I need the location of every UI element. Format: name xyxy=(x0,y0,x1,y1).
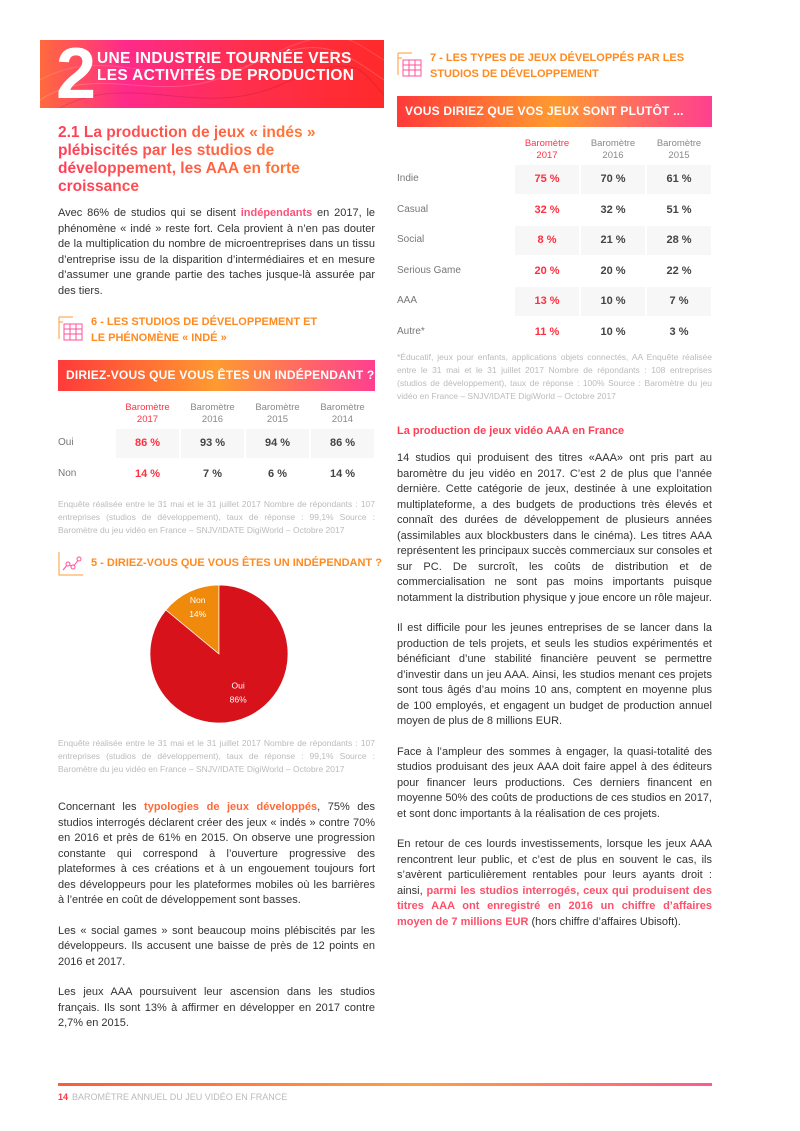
table-cell: 28 % xyxy=(647,226,711,255)
column-header xyxy=(181,402,244,426)
fig5-note: Enquête réalisée entre le 31 mai et le 31 juillet 2017 Nombre de répondants : 107 entreprises (studios de développement), taux de réponse : 99,1% Source : Baromètre du jeu vidéo en France – SNJV/IDATE DigiWorld – Octobre 2017 xyxy=(58,738,375,774)
chapter-title xyxy=(97,50,354,84)
text: en 2017, le phénomène « indé » reste fort. Cela provient à n’en pas douter de la multiplication du nombre de microentreprises dans un tissu d’entreprise issu de la disparition d’intermédiaires et en mesure d’assumer une grande partie des taches jusque-là assurée par des tiers. xyxy=(58,207,375,297)
chapter-banner xyxy=(40,40,384,108)
table-cell: 32 % xyxy=(534,203,560,216)
text: , 75% des studios interrogés déclarent créer des jeux « indés » contre 70% en 2016 et près de 61% en 2015. On observe une progression constante qui correspond à l’ouverture progressive des plateformes à ces créations et à un engouement toujours fort des développeurs pour les plateformes mobiles où les barrières à l’entrée en coût de développement sont basses. xyxy=(58,801,376,906)
fig7-question: VOUS DIRIEZ QUE VOS JEUX SONT PLUTÔT ... xyxy=(397,96,712,127)
table-cell: 86 % xyxy=(116,429,179,458)
pie-container xyxy=(58,579,375,729)
table-cell: 94 % xyxy=(246,429,309,458)
highlight: indépendants xyxy=(240,207,313,219)
page-footer xyxy=(58,1092,287,1102)
highlight: typologies de jeux développés xyxy=(144,801,318,813)
right-column xyxy=(397,50,712,930)
aaa-paragraph-2: Il est difficile pour les jeunes entreprises de se lancer dans la production de tels projets, et seuls les studios expérimentés et bénéficiant d’une stabilité financière peuvent se permettre d’investir dans un jeu AAA. Ainsi, les studios menant ces projets sont tous âgés d’au moins 10 ans, comptent en moyenne plus de 100 employés, et engagent un budget de production annuel moyen de plus de 8 millions EUR. xyxy=(397,622,712,727)
column-header xyxy=(647,138,711,162)
column-header-line: 2014 xyxy=(331,414,354,425)
chapter-title-line1: UNE INDUSTRIE TOURNÉE VERS xyxy=(97,50,352,67)
column-header xyxy=(515,138,579,162)
fig5-header xyxy=(58,555,382,579)
fig7-header xyxy=(397,50,712,82)
fig6-table xyxy=(58,402,375,494)
pie-label: 86% xyxy=(229,694,247,705)
chapter-title-line2: LES ACTIVITÉS DE PRODUCTION xyxy=(97,67,355,84)
table-cell: 20 % xyxy=(534,264,560,277)
left-column xyxy=(58,124,382,1032)
row-label: Oui xyxy=(58,437,74,448)
table-cell: 20 % xyxy=(600,264,626,277)
column-header xyxy=(311,402,374,426)
table-cell: 32 % xyxy=(600,203,626,216)
row-label: Indie xyxy=(397,173,419,184)
column-header-line: 2017 xyxy=(536,150,558,161)
column-header-line: Baromètre xyxy=(255,402,300,413)
text: En retour de ces lourds investissements, lorsque les jeux AAA rencontrent leur public, et c’est de plus en souvent le cas, ils s’avèrent particulièrement rentables pour leurs ayants droit : ainsi, xyxy=(397,838,712,897)
pie-chart xyxy=(140,579,300,729)
paragraph-social: Les « social games » sont beaucoup moins plébiscités par les développeurs. Ils accusent une baisse de près de 12 points en 2016 et 2017. xyxy=(58,924,375,968)
text: (hors chiffre d’affaires Ubisoft). xyxy=(528,915,681,928)
table-cell: 86 % xyxy=(311,429,374,458)
table-cell: 75 % xyxy=(515,165,579,194)
fig5-title: 5 - DIRIEZ-VOUS QUE VOUS ÊTES UN INDÉPENDANT ? xyxy=(91,557,382,569)
table-cell: 93 % xyxy=(181,429,244,458)
column-header-line: Baromètre xyxy=(590,138,636,149)
table-cell: 6 % xyxy=(268,468,287,480)
column-header-line: Baromètre xyxy=(190,402,235,413)
footer-divider xyxy=(58,1083,712,1086)
column-header-line: 2016 xyxy=(602,150,624,161)
page-number: 14 xyxy=(58,1092,69,1102)
aaa-paragraph-1: 14 studios qui produisent des titres «AAA» ont pris part au baromètre du jeu vidéo en 2017. C’est 2 de plus que l’année dernière. Cette catégorie de jeux, destinée à une exploitation multiplateforme, a des budgets de productions très élevés et connaît des durées de développement de plusieurs années (assimilables aux blockbusters dans le cinéma). Les titres AAA représentent les principaux succès commerciaux sur consoles et sur PC. De surcroît, les coûts de distribution et de commercialisation ne sont pas moins importants puisque notamment la distribution physique y joue encore un rôle majeur. xyxy=(397,452,712,604)
paragraph-aaa: Les jeux AAA poursuivent leur ascension dans les studios français. Ils sont 13% à affirmer en développer en 2017 contre 2,7% en 2015. xyxy=(58,986,375,1029)
column-header-line: Baromètre xyxy=(320,402,365,413)
table-cell: 3 % xyxy=(669,325,689,338)
column-header xyxy=(246,402,309,426)
column-header-line: Baromètre xyxy=(125,402,170,413)
row-label: Serious Game xyxy=(397,264,461,276)
table-cell: 61 % xyxy=(647,165,711,194)
table-icon xyxy=(58,316,84,342)
aaa-paragraph-3: Face à l’ampleur des sommes à engager, la quasi-totalité des studios produisant des jeux AAA doit faire appel à des éditeurs pour financer leurs productions. Ces derniers financent en moyenne 50% des coûts de productions de ces studios en 2017, et sont donc importants à la réalisation de ces projets. xyxy=(397,745,712,820)
column-header-line: 2017 xyxy=(136,414,159,425)
aaa-heading: La production de jeux vidéo AAA en France xyxy=(397,425,625,437)
column-header xyxy=(581,138,645,162)
table-cell: 10 % xyxy=(581,287,645,316)
fig6-title: 6 - LES STUDIOS DE DÉVELOPPEMENT ET LE PHÉNOMÈNE « INDÉ » xyxy=(91,316,318,344)
fig7-note: *Éducatif, jeux pour enfants, applications objets connectés, AA Enquête réalisée entre le 31 mai et le 31 juillet 2017 Nombre de répondants : 108 entreprises (studios de développement), taux de réponse : 100% Source : Baromètre du jeu vidéo en France – SNJV/IDATE DigiWorld – Octobre 2017 xyxy=(397,352,712,401)
row-label: Social xyxy=(397,234,425,245)
column-header-line: 2016 xyxy=(201,414,224,425)
table-cell: 14 % xyxy=(134,468,161,480)
highlight: parmi les studios interrogés, ceux qui produisent des titres AAA ont enregistré en 2016 un chiffre d’affaires moyen de 7 millions EUR xyxy=(397,884,712,928)
row-label: Autre* xyxy=(397,325,425,337)
fig7-table xyxy=(397,138,712,349)
table-cell: 7 % xyxy=(647,287,711,316)
line-chart-icon xyxy=(58,551,84,577)
pie-label: Oui xyxy=(231,680,245,691)
table-cell: 51 % xyxy=(666,203,692,216)
column-header-line: 2015 xyxy=(266,414,289,425)
footer-title: BAROMÈTRE ANNUEL DU JEU VIDÉO EN FRANCE xyxy=(72,1092,288,1102)
column-header xyxy=(116,402,179,426)
chapter-number: 2 xyxy=(56,40,97,108)
paragraph-typologies xyxy=(58,800,375,909)
pie-label: 14% xyxy=(189,608,207,619)
table-cell: 22 % xyxy=(666,264,692,277)
fig7-title: 7 - LES TYPES DE JEUX DÉVELOPPÉS PAR LES STUDIOS DE DÉVELOPPEMENT xyxy=(430,52,685,80)
aaa-paragraph-4 xyxy=(397,837,712,930)
row-label: Casual xyxy=(397,203,429,215)
fig6-question: DIRIEZ-VOUS QUE VOUS ÊTES UN INDÉPENDANT ? xyxy=(58,360,375,391)
column-header-line: Baromètre xyxy=(524,138,570,149)
column-header-line: Baromètre xyxy=(656,138,702,149)
section-heading: 2.1 La production de jeux « indés » plébiscités par les studios de développement, les AAA en forte croissance xyxy=(58,124,375,196)
table-cell: 21 % xyxy=(581,226,645,255)
fig6-header xyxy=(58,314,375,346)
pie-label: Non xyxy=(189,594,206,605)
text: Concernant les xyxy=(58,801,145,813)
column-header-line: 2015 xyxy=(668,150,690,161)
fig6-note: Enquête réalisée entre le 31 mai et le 31 juillet 2017 Nombre de répondants : 107 entreprises (studios de développement), taux de réponse : 99,1% Source : Baromètre du jeu vidéo en France – SNJV/IDATE DigiWorld – Octobre 2017 xyxy=(58,499,375,535)
table-icon xyxy=(397,52,423,78)
table-cell: 10 % xyxy=(600,325,626,338)
table-cell: 14 % xyxy=(329,468,356,480)
table-cell: 13 % xyxy=(515,287,579,316)
table-cell: 11 % xyxy=(534,325,560,338)
intro-paragraph xyxy=(58,206,375,299)
row-label: Non xyxy=(58,468,77,479)
table-cell: 70 % xyxy=(581,165,645,194)
table-cell: 7 % xyxy=(203,468,222,480)
text: Avec 86% de studios qui se disent xyxy=(58,207,241,219)
table-cell: 8 % xyxy=(515,226,579,255)
row-label: AAA xyxy=(397,295,418,306)
